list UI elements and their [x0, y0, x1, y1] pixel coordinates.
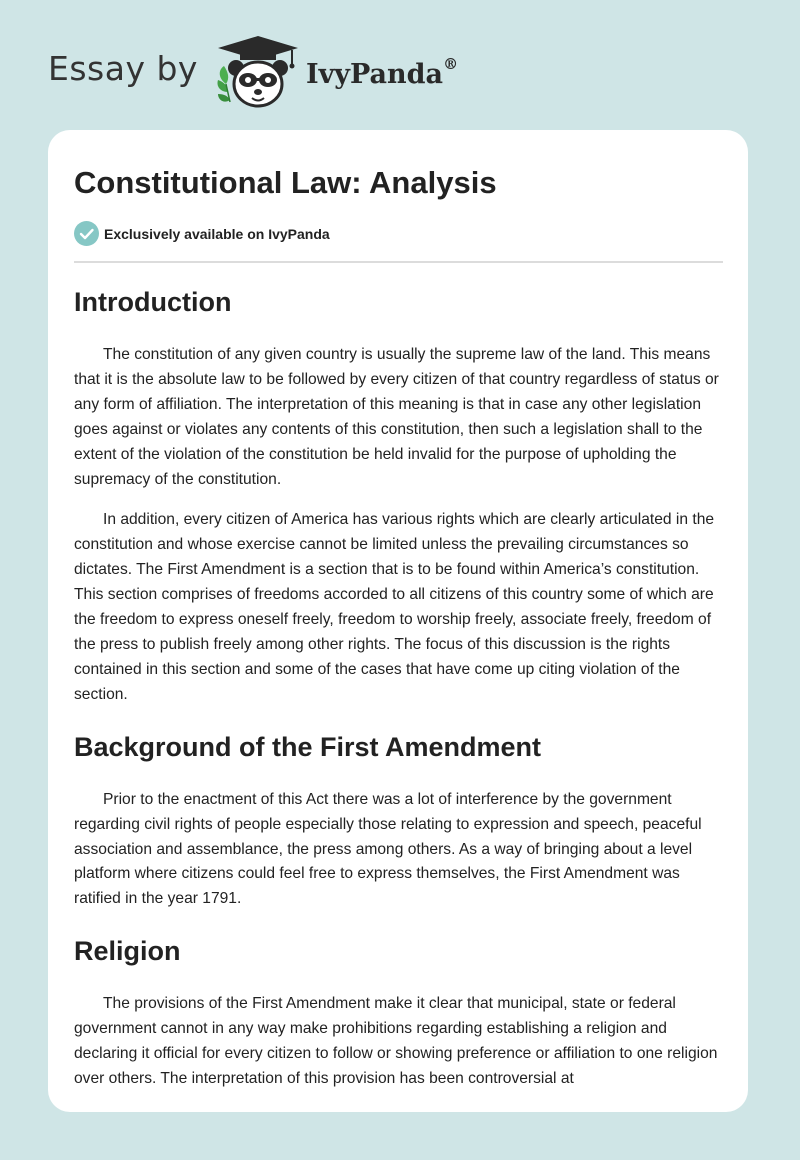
site-header: [48, 34, 458, 110]
section-heading-background: Background of the First Amendment: [74, 731, 542, 762]
brand-text: IvyPanda: [305, 58, 444, 90]
section-heading-religion: Religion: [74, 936, 181, 967]
paragraph: The constitution of any given country is usually the supreme law of the land. This means that it is the absolute law to be followed by every citizen of that country regardless of status or any form of affiliation. The interpretation of this meaning is that in case any other legislation goes against or violates any contents of this constitution, then such a legislation shall to the extent of the violation of the constitution be held invalid for the purpose of upholding the supremacy of the constitution.: [74, 346, 719, 488]
paragraph: Prior to the enactment of this Act there was a lot of interference by the government regarding civil rights of people especially those relating to expression and speech, peaceful association and assemblance, the press among others. As a way of bringing about a level platform where citizens could feel free to express themselves, the First Amendment was ratified in the year 1791.: [74, 790, 702, 908]
essay-card: [48, 130, 748, 1112]
panda-graduate-icon: [212, 34, 304, 110]
brand-name: [305, 54, 459, 90]
exclusive-badge-label: Exclusively available on IvyPanda: [104, 225, 330, 242]
title-divider: [74, 261, 723, 263]
registered-mark: ®: [443, 54, 459, 73]
paragraph: In addition, every citizen of America has various rights which are clearly articulated in the constitution and whose exercise cannot be limited unless the prevailing circumstances so dictates. The First Amendment is a section that is to be found within America’s constitution. This section comprises of freedoms accorded to all citizens of this country some of which are the freedom to express oneself freely, freedom to worship freely, associate freely, freedom of the press to publish freely among other rights. The focus of this discussion is the rights contained in this section and some of the cases that have come up citing violation of the section.: [74, 511, 715, 703]
page-title: Constitutional Law: Analysis: [74, 165, 497, 200]
article-body: [74, 280, 723, 1092]
section-heading-introduction: Introduction: [74, 287, 232, 317]
paragraph: The provisions of the First Amendment make it clear that municipal, state or federal government cannot in any way make prohibitions regarding establishing a religion and declaring it official for every citizen to follow or showing preference or affiliation to one religion over others. The interpretation of this provision has been controversial at: [74, 995, 718, 1087]
check-circle-icon: [74, 221, 99, 246]
essay-by-label: Essay by: [48, 48, 198, 88]
exclusive-badge: [74, 221, 330, 246]
